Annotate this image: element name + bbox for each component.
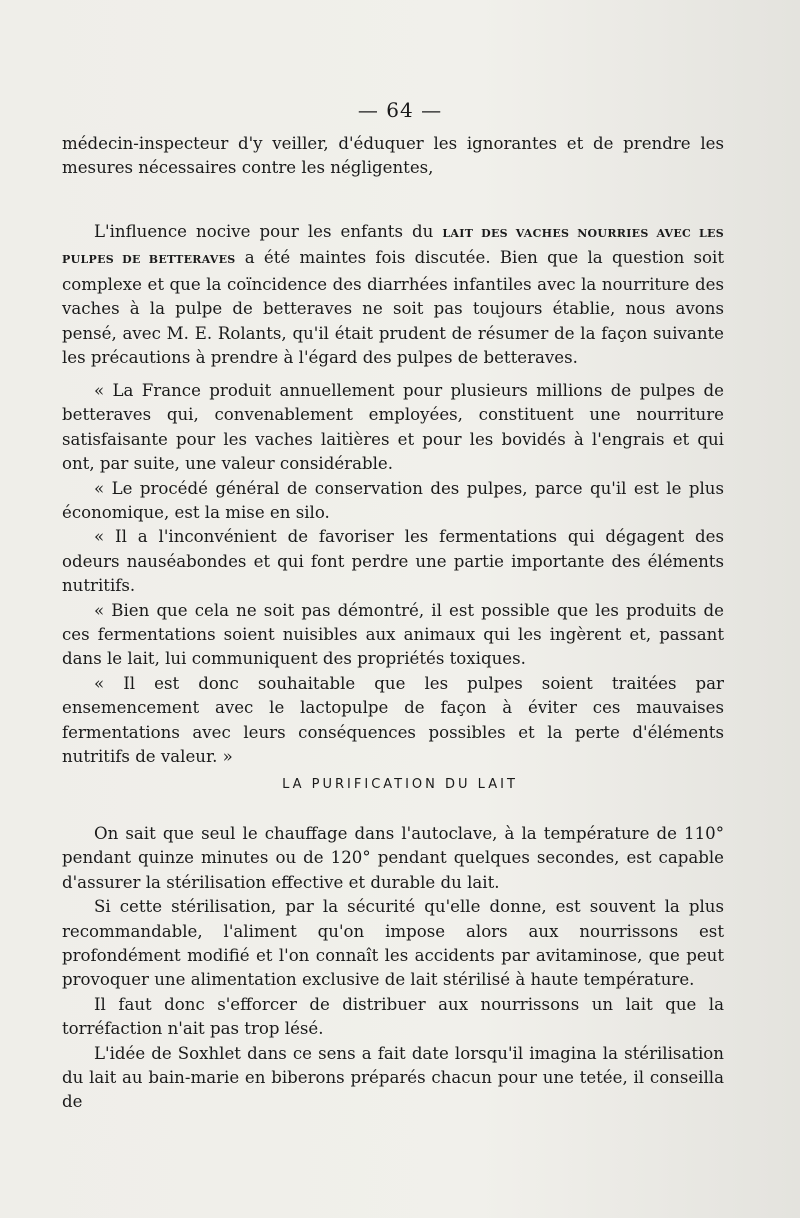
influence-smallcaps: LAIT DES VACHES NOURRIES AVEC LES PULPES DE BETTERAVES — [62, 227, 724, 267]
section-paragraph: Si cette stérilisation, par la sécurité qu'elle donne, est souvent la plus recommandable, l'aliment qu'on impose alors aux nourrissons est profondément modifié et l'on connaît les accidents par avitaminose, que peut provoquer une alimentation exclusive de lait stérilisé à haute température. — [62, 897, 724, 990]
intro-continuation-block — [62, 132, 724, 181]
section-paragraph: Il faut donc s'efforcer de distribuer aux nourrissons un lait que la torréfaction n'ait pas trop lésé. — [62, 994, 724, 1039]
quotes-block — [62, 379, 724, 770]
influence-block — [62, 220, 724, 370]
influence-rest: a été maintes fois discutée. Bien que la question soit complexe et que la coïncidence des diarrhées infantiles avec la nourriture des vaches à la pulpe de betteraves ne soit pas toujours établie, nous avons pensé, avec M. E. Rolants, qu'il était prudent de résumer de la façon suivante les précautions à prendre à l'égard des pulpes de betteraves. — [62, 248, 724, 368]
influence-paragraph — [62, 220, 724, 370]
section-heading: LA PURIFICATION DU LAIT — [282, 777, 518, 792]
page-number: — 64 — — [357, 98, 443, 122]
quote-paragraph: « Il est donc souhaitable que les pulpes soient traitées par ensemencement avec le lactopulpe de façon à éviter ces mauvaises fermentations avec leurs conséquences possibles et la perte d'éléments nutritifs de valeur. » — [62, 673, 724, 767]
quote-paragraph: « Il a l'inconvénient de favoriser les fermentations qui dégagent des odeurs nauséabondes et qui font perdre une partie importante des éléments nutritifs. — [62, 527, 724, 596]
quote-paragraph: « La France produit annuellement pour plusieurs millions de pulpes de betteraves qui, convenablement employées, constituent une nourriture satisfaisante pour les vaches laitières et pour les bovidés à l'engrais et qui ont, par suite, une valeur considérable. — [62, 381, 724, 474]
quote-paragraph: « Le procédé général de conservation des pulpes, parce qu'il est le plus économique, est la mise en silo. — [62, 478, 724, 523]
section-paragraph: L'idée de Soxhlet dans ce sens a fait date lorsqu'il imagina la stérilisation du lait au bain-marie en biberons préparés chacun pour une tetée, il conseilla de — [62, 1043, 724, 1112]
quote-paragraph: « Bien que cela ne soit pas démontré, il est possible que les produits de ces fermentations soient nuisibles aux animaux qui les ingèrent et, passant dans le lait, lui communiquent des propriétés toxiques. — [62, 600, 724, 669]
section-body — [62, 822, 724, 1115]
section-paragraph: On sait que seul le chauffage dans l'autoclave, à la température de 110° pendant quinze minutes ou de 120° pendant quelques secondes, est capable d'assurer la stérilisation effective et durable du lait. — [62, 824, 724, 892]
influence-lead: L'influence nocive pour les enfants du — [94, 222, 443, 241]
intro-continuation: médecin-inspecteur d'y veiller, d'éduquer les ignorantes et de prendre les mesures nécessaires contre les négligentes, — [62, 134, 724, 178]
